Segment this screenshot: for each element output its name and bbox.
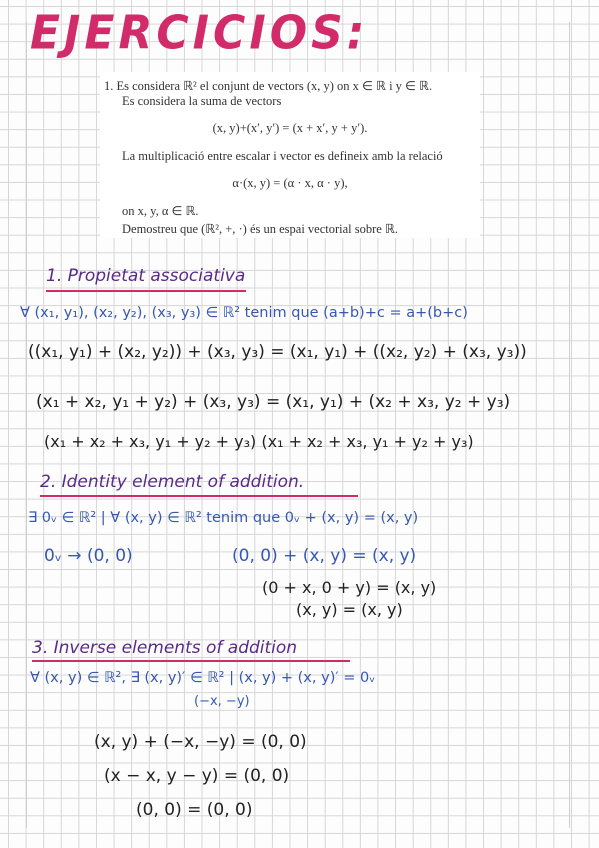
section-2-heading: 2. Identity element of addition. [40,472,305,492]
section-1-line-3: (x₁ + x₂, y₁ + y₂) + (x₃, y₃) = (x₁, y₁) + (x₂ + x₃, y₂ + y₃) [36,392,511,412]
section-2-line-2a: 0ᵥ → (0, 0) [44,546,133,566]
section-3-heading: 3. Inverse elements of addition [32,638,298,658]
exercise-statement [100,72,480,238]
section-3-line-2: (x, y) + (−x, −y) = (0, 0) [94,732,307,752]
exercise-line-1: Es considera ℝ² el conjunt de vectors (x, y) on x ∈ ℝ i y ∈ ℝ. [116,79,433,93]
exercise-line-5: Demostreu que (ℝ², +, ·) és un espai vectorial sobre ℝ. [122,222,399,236]
section-2-line-1: ∃ 0ᵥ ∈ ℝ² | ∀ (x, y) ∈ ℝ² tenim que 0ᵥ + (x, y) = (x, y) [28,510,419,526]
section-1-line-1: ∀ (x₁, y₁), (x₂, y₂), (x₃, y₃) ∈ ℝ² tenim que (a+b)+c = a+(b+c) [20,305,468,321]
section-1-underline [46,290,246,292]
section-2-line-2b: (0, 0) + (x, y) = (x, y) [232,546,417,566]
exercise-line-2: Es considera la suma de vectors [122,94,282,108]
exercise-formula-scalar: α·(x, y) = (α · x, α · y), [232,176,348,190]
section-3-line-1: ∀ (x, y) ∈ ℝ², ∃ (x, y)′ ∈ ℝ² | (x, y) + (x, y)′ = 0ᵥ [30,670,376,686]
section-2-line-4: (x, y) = (x, y) [296,600,403,619]
page-title: EJERCICIOS: [30,6,369,61]
section-3-underline [32,660,350,662]
exercise-number: 1. [104,79,114,93]
section-1-heading: 1. Propietat associativa [46,266,246,286]
section-3-line-3: (x − x, y − y) = (0, 0) [104,766,290,786]
section-2-underline [40,495,358,497]
exercise-line-3: La multiplicació entre escalar i vector es defineix amb la relació [122,149,443,163]
exercise-line-4: on x, y, α ∈ ℝ. [122,204,199,218]
section-3-note: (−x, −y) [194,694,250,709]
section-3-line-4: (0, 0) = (0, 0) [136,800,253,820]
exercise-formula-sum: (x, y)+(x′, y′) = (x + x′, y + y′). [212,121,368,135]
section-1-line-4: (x₁ + x₂ + x₃, y₁ + y₂ + y₃) (x₁ + x₂ + x₃, y₁ + y₂ + y₃) [44,432,474,451]
section-2-line-3: (0 + x, 0 + y) = (x, y) [262,578,437,597]
section-1-line-2: ((x₁, y₁) + (x₂, y₂)) + (x₃, y₃) = (x₁, y₁) + ((x₂, y₂) + (x₃, y₃)) [28,342,527,362]
